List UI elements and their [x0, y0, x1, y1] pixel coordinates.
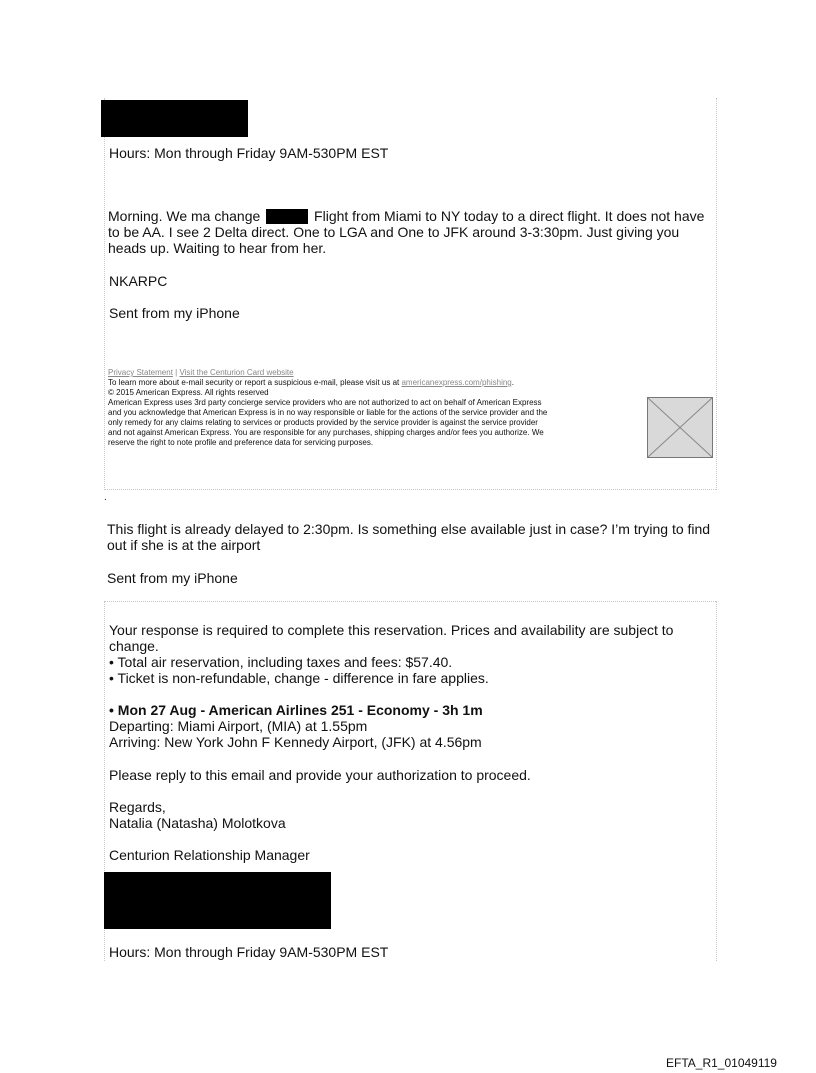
email-footer [108, 368, 648, 448]
upper-box-bottom-border [104, 489, 716, 490]
phishing-link[interactable]: americanexpress.com/phishing [401, 378, 512, 387]
nkarpc-signature: NKARPC [109, 273, 168, 289]
redaction-block-bottom [104, 872, 331, 929]
para1-line-2: to be AA. I see 2 Delta direct. One to LGA and One to JFK around 3-3:30pm. Just giving you [108, 224, 680, 240]
sent-from-iphone-2: Sent from my iPhone [107, 570, 238, 586]
para1-text-end: Flight from Miami to NY today to a direct flight. It does not have [314, 208, 705, 224]
disclaimer-line-2: and you acknowledge that American Express is in no way responsible or liable for the actions of the service provider and the [108, 408, 548, 417]
redaction-block-top [101, 100, 248, 137]
reservation-intro [109, 622, 673, 686]
sender-name: Natalia (Natasha) Molotkova [109, 815, 286, 831]
flight-title: • Mon 27 Aug - American Airlines 251 - Economy - 3h 1m [109, 702, 483, 718]
document-id: EFTA_R1_01049119 [666, 1056, 777, 1070]
disclaimer-line-3: only remedy for any claims relating to services or products provided by the service provider is against the service provider [108, 418, 538, 427]
reply-instruction: Please reply to this email and provide your authorization to proceed. [109, 767, 531, 783]
broken-image-icon [647, 397, 713, 458]
regards: Regards, [109, 799, 166, 815]
security-period: . [511, 378, 514, 387]
hours-text-top: Hours: Mon through Friday 9AM-530PM EST [109, 145, 389, 161]
bullet-total-price: • Total air reservation, including taxes and fees: $57.40. [109, 654, 453, 670]
intro-line-1: Your response is required to complete this reservation. Prices and availability are subject to [109, 622, 674, 638]
intro-line-2: change. [109, 638, 159, 654]
bullet-non-refundable: • Ticket is non-refundable, change - difference in fare applies. [109, 670, 489, 686]
disclaimer-line-4: and not against American Express. You are responsible for any purchases, shipping charges and/or fees you authorize. We [108, 428, 544, 437]
upper-box-left-border [104, 98, 105, 490]
message-paragraph-1 [108, 208, 714, 256]
upper-box-right-border [716, 98, 717, 490]
disclaimer-line-5: reserve the right to note profile and preference data for servicing purposes. [108, 438, 374, 447]
inline-redaction [266, 209, 308, 224]
lower-box-right-border [716, 601, 717, 961]
privacy-statement-link[interactable]: Privacy Statement [108, 368, 173, 377]
sent-from-iphone-1: Sent from my iPhone [109, 305, 240, 321]
departing-info: Departing: Miami Airport, (MIA) at 1.55pm [109, 718, 368, 734]
link-separator: | [172, 368, 180, 377]
hours-text-bottom: Hours: Mon through Friday 9AM-530PM EST [109, 944, 389, 960]
flight-details [109, 702, 483, 750]
signature-block [109, 799, 286, 831]
message-paragraph-2 [107, 521, 710, 553]
stray-dot: . [104, 492, 107, 503]
security-text: To learn more about e-mail security or report a suspicious e-mail, please visit us at [108, 378, 400, 387]
lower-box-top-border [104, 601, 716, 602]
para1-text-start: Morning. We ma change [108, 208, 261, 224]
disclaimer-line-1: American Express uses 3rd party concierge service providers who are not authorized to act on behalf of American Express [108, 398, 542, 407]
arriving-info: Arriving: New York John F Kennedy Airport, (JFK) at 4.56pm [109, 734, 482, 750]
centurion-card-website-link[interactable]: Visit the Centurion Card website [179, 368, 294, 377]
para1-line-3: heads up. Waiting to hear from her. [108, 240, 327, 256]
para2-line-2: out if she is at the airport [107, 537, 261, 553]
para2-line-1: This flight is already delayed to 2:30pm. Is something else available just in case? I’m trying to find [107, 521, 711, 537]
sender-title: Centurion Relationship Manager [109, 847, 310, 863]
copyright-text: © 2015 American Express. All rights reserved [108, 388, 269, 397]
